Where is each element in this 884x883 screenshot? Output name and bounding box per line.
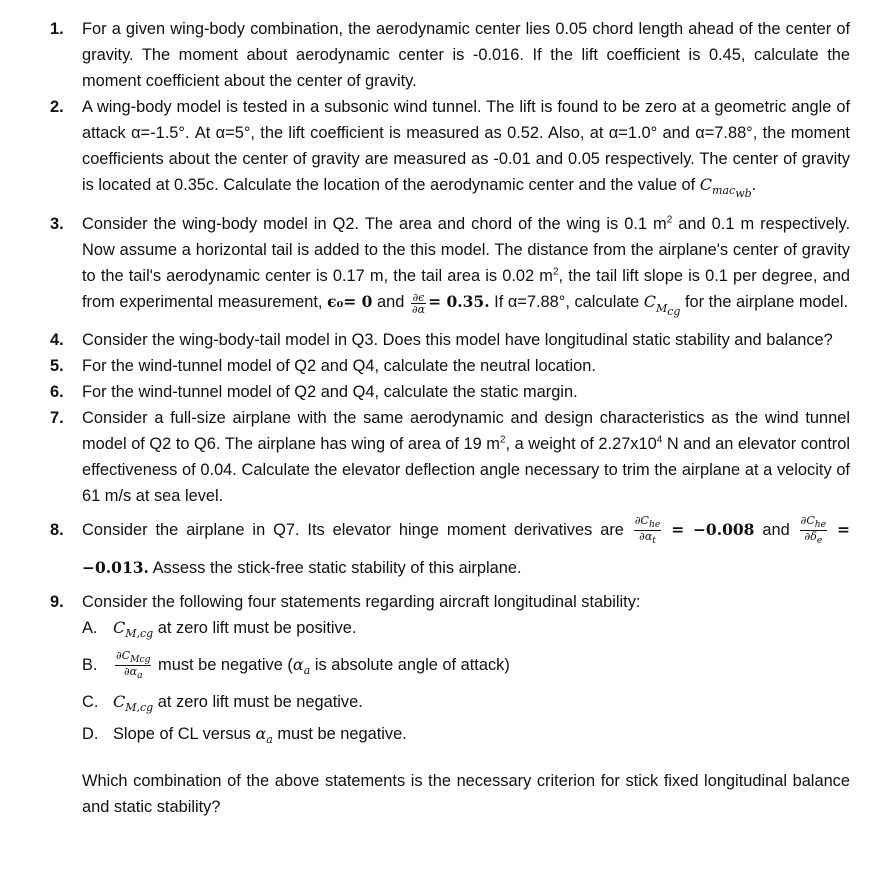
statement-c: C. $C_{M,cg}$ at zero lift must be negative. xyxy=(82,692,363,715)
math-cmcg: $C_{M_{cg}}$ xyxy=(643,292,681,318)
question-text: For the wind-tunnel model of Q2 and Q4, calculate the static margin. xyxy=(82,382,578,401)
question-number: 7. xyxy=(50,408,64,427)
statement-d: D. Slope of CL versus $\alpha_a$ must be negative. xyxy=(82,724,407,747)
question-number: 1. xyxy=(50,20,64,38)
question-text: A wing-body model is tested in a subsonic wind tunnel. The lift is found to be zero at a geometric angle of attack α=-1.5°. At α=5°, the lift coefficient is measured as 0.52. Also, at α=1.0° and α=7.88°, the moment coefficients about the center of gravity are measured as -0.01 and 0.05 respectively. The center of gravity is located at 0.35c. Calculate the location of the aerodynamic center and the value of $C_{mac_{wb}}$. xyxy=(82,98,850,201)
hinge-derivative-alpha: $\frac{\partial C_{he}}{\partial\alpha_t}$ xyxy=(634,513,661,547)
statement-list xyxy=(82,615,850,754)
question-text: For the wind-tunnel model of Q2 and Q4, calculate the neutral location. xyxy=(82,356,596,375)
question-number: 6. xyxy=(50,382,64,401)
statement-b: B. $\frac{\partial C_{Mcg}}{\partial\alpha_a}$ must be negative ($\alpha_a$ is absolute angle of attack) xyxy=(82,648,510,682)
question-number: 5. xyxy=(50,356,64,375)
question-3 xyxy=(0,211,850,324)
hinge-derivative-delta: $\frac{\partial C_{he}}{\partial\delta_e}$ xyxy=(800,513,827,547)
question-number: 2. xyxy=(50,98,64,116)
closing-question: Which combination of the above statements is the necessary criterion for stick fixed longitudinal balance and static stability? xyxy=(82,771,850,816)
question-5 xyxy=(0,353,850,379)
question-text: Consider the following four statements regarding aircraft longitudinal stability: xyxy=(82,592,641,611)
question-text: Consider the wing-body model in Q2. The area and chord of the wing is 0.1 $m^2$ and 0.1 m respectively. Now assume a horizontal tail is added to the this model. The distance from the airplane's center of gravity to the tail's aerodynamic center is 0.17 m, the tail area is 0.02 $m^2$, the tail lift slope is 0.1 per degree, and from experimental measurement, ϵ₀= 0 and $\frac{\partial\epsilon}{\partial\alpha}$ = 0.35. If α=7.88°, calculate $C_{M_{cg}}$ for the airplane model. xyxy=(82,214,850,318)
question-text: Consider the wing-body-tail model in Q3. Does this model have longitudinal static stability and balance? xyxy=(82,330,833,349)
math-cmac-wb: $C_{mac_{wb}}$ xyxy=(699,175,752,201)
question-number: 4. xyxy=(50,330,64,349)
question-text: Consider a full-size airplane with the same aerodynamic and design characteristics as the wind tunnel model of Q2 to Q6. The airplane has wing of area of 19 $m^2$, a weight of $2.27x10^4$ N and an elevator control effectiveness of 0.04. Calculate the elevator deflection angle necessary to trim the airplane at a velocity of 61 m/s at sea level. xyxy=(82,408,850,505)
question-number: 8. xyxy=(50,520,64,539)
question-4 xyxy=(0,327,850,353)
question-number: 9. xyxy=(50,592,64,611)
question-7 xyxy=(0,405,850,509)
question-text-part: A wing-body model is tested in a subsonic wind tunnel. The lift is found to be zero at a geometric angle of attack α=-1.5°. At α=5°, the lift coefficient is measured as 0.52. Also, at α=1.0° and α=7.88°, the moment coefficients about the center of gravity are measured as -0.01 and 0.05 respectively. The center of gravity is located at 0.35c. Calculate the location of the aerodynamic center and the value of xyxy=(82,98,850,194)
question-text: For a given wing-body combination, the aerodynamic center lies 0.05 chord length ahead of the center of gravity. The moment about aerodynamic center is -0.016. If the lift coefficient is 0.45, calculate the moment coefficient about the center of gravity. xyxy=(82,20,850,90)
question-8 xyxy=(0,511,850,587)
question-text: Consider the airplane in Q7. Its elevator hinge moment derivatives are $\frac{\partial C_{he}}{\partial\alpha_t}$ = −0.008 and $\frac{\partial C_{he}}{\partial\delta_e}$ = −0.013. Assess the stick-free static stability of this airplane. xyxy=(82,513,851,577)
question-2 xyxy=(0,94,850,207)
question-9 xyxy=(0,589,850,820)
question-number: 3. xyxy=(50,215,64,234)
epsilon-zero-equation: ϵ₀= 0 xyxy=(327,292,373,312)
statement-a: A. $C_{M,cg}$ at zero lift must be positive. xyxy=(82,617,357,640)
question-6 xyxy=(0,379,850,405)
question-1 xyxy=(0,16,850,94)
downwash-derivative: $\frac{\partial\epsilon}{\partial\alpha}$ xyxy=(411,290,426,316)
moment-slope-derivative: $\frac{\partial C_{Mcg}}{\partial\alpha_a}$ xyxy=(116,648,151,682)
